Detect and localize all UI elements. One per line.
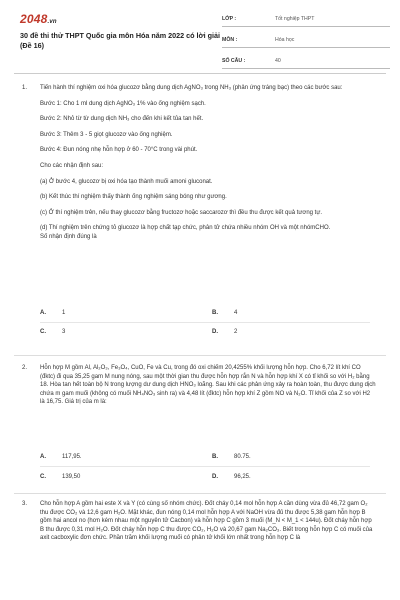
answer-options [40,454,370,482]
option-b[interactable] [212,454,251,460]
question-step: Bước 4: Đun nóng nhẹ hỗn hợp ở 60 - 70°C trong vài phút. [40,147,198,154]
option-b[interactable] [212,310,237,316]
option-c[interactable] [40,474,80,480]
meta-row-class [222,12,390,27]
question-text: Cho hỗn hợp A gồm hai este X và Y (có cùng số nhóm chức). Đốt cháy 0,14 mol hỗn hợp A cần dùng vừa đủ 46,72 gam O₂ thu được CO₂ và 12,6 gam H₂O. Mặt khác, đun nóng 0,14 mol hỗn hợp A với NaOH vừa đủ thu được 5,38 gam hỗn hợp B gồm hai ancol no (hơn kém nhau một nguyên tử Cacbon) và hỗn hợp C gồm 3 muối (M_N < M_1 < 144u). Đốt cháy hỗn hợp B thu được 0,31 mol H₂O. Đốt cháy hỗn hợp C thu được CO₂, H₂O và 20,67 gam Na₂CO₃. Biết trong hỗn hợp C có muối của axit cacboxylic đơn chức. Phần trăm khối lượng muối có phân tử khối lớn nhất trong hỗn hợp C là [40,501,373,542]
question-step: Bước 3: Thêm 3 - 5 giọt glucozơ vào ống nghiệm. [40,131,173,138]
option-d[interactable] [212,474,251,480]
option-text: 1 [62,310,66,316]
question-body [40,84,376,249]
option-c[interactable] [40,329,65,335]
question-number: 2. [22,365,28,371]
option-letter: C. [40,329,46,335]
question-intro: Tiến hành thí nghiệm oxi hóa glucozơ bằng dung dịch AgNO₃ trong NH₃ (phản ứng tráng bạc) theo các bước sau: [40,85,343,91]
meta-table [222,12,390,75]
option-letter: D. [212,474,218,480]
option-divider [40,322,370,323]
option-letter: B. [212,454,218,460]
meta-key: SỐ CÂU : [222,58,246,64]
option-letter: C. [40,474,46,480]
option-letter: D. [212,329,218,335]
option-text: 3 [62,329,66,335]
meta-row-count [222,54,390,69]
option-divider [40,466,370,467]
question-statements-intro: Cho các nhận định sau: [40,162,104,169]
question-divider [14,355,386,356]
question-step: Bước 1: Cho 1 ml dung dịch AgNO₃ 1% vào ống nghiệm sạch. [40,100,206,107]
option-letter: B. [212,310,218,316]
question-body [40,364,376,414]
option-text: 4 [234,310,238,316]
question-number: 3. [22,501,28,507]
question-ask: Số nhận định đúng là [40,233,97,240]
question-statement: (a) Ở bước 4, glucozơ bị oxi hóa tạo thành muối amoni gluconat. [40,178,213,185]
option-text: 2 [234,329,238,335]
site-logo[interactable] [20,12,57,26]
meta-value: Hóa học [275,37,295,43]
option-text: 139,50 [62,474,81,480]
option-a[interactable] [40,454,82,460]
option-a[interactable] [40,310,65,316]
question-text: Hỗn hợp M gồm Al, Al₂O₃, Fe₃O₄, CuO, Fe và Cu, trong đó oxi chiếm 20,4255% khối lượng hỗn hợp. Cho 6,72 lít khí CO (đktc) đi qua 35,25 gam M nung nóng, sau một thời gian thu được hỗn hợp rắn N và hỗn hợp khí X có tỉ khối so với H₂ bằng 18. Hòa tan hết toàn bộ N trong lượng dư dung dịch HNO₃ loãng. Sau khi các phản ứng xảy ra hoàn toàn, thu được dung dịch chứa m gam muối (không có muối NH₄NO₃ sinh ra) và 4,48 lít (đktc) hỗn hợp khí Z gồm NO và N₂O. Tỉ khối của Z so với H2 là 16,75. Giá trị của m là: [40,365,376,406]
question-statement: (b) Kết thúc thí nghiệm thấy thành ống nghiệm sáng bóng như gương. [40,194,227,201]
question-statement: (d) Thí nghiệm trên chứng tỏ glucozơ là hợp chất tạp chức, phân tử chứa nhiều nhóm OH và một nhómCHO. [40,225,331,232]
logo-text: 2048 [20,12,48,26]
document-title: 30 đề thi thử THPT Quốc gia môn Hóa năm 2022 có lời giải (Đề 16) [20,31,221,50]
meta-value: 40 [275,58,281,64]
option-text: 96,25. [234,474,251,480]
header-divider [14,73,386,74]
question-statement: (c) Ở thí nghiệm trên, nếu thay glucozơ bằng fructozơ hoặc saccarozơ thì đều thu được kết quả tương tự. [40,209,323,216]
meta-key: MÔN : [222,37,238,43]
option-letter: A. [40,454,46,460]
option-letter: A. [40,310,46,316]
meta-value: Tốt nghiệp THPT [275,16,315,22]
meta-key: LỚP : [222,16,237,22]
meta-row-subject [222,33,390,48]
answer-options [40,310,370,338]
option-d[interactable] [212,329,237,335]
question-body [40,500,376,550]
question-divider [14,493,386,494]
question-step: Bước 2: Nhỏ từ từ dung dịch NH₃ cho đến khi kết tủa tan hết. [40,116,204,123]
option-text: 117,95. [62,454,82,460]
logo-tld: .vn [47,19,57,25]
option-text: 80.75. [234,454,251,460]
question-number: 1. [22,85,28,91]
